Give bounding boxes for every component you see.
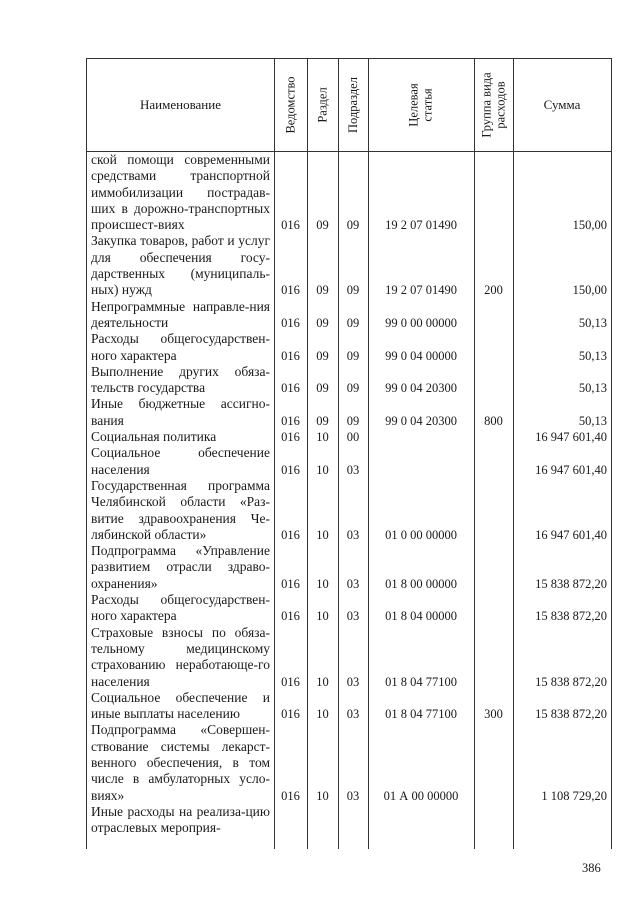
header-celevaya-statya-label <box>407 83 435 126</box>
celevaya-statya-cell: 19 2 07 01490 <box>385 218 457 233</box>
summa-cell: 50,13 <box>578 348 607 363</box>
header-summa: Сумма <box>543 97 581 112</box>
row-name-cell: Непрограммные направле-ния деятельности <box>91 298 270 330</box>
vedomstvo-cell: 016 <box>281 381 300 396</box>
table-row <box>87 478 611 543</box>
celevaya-statya-cell: 01 8 04 77100 <box>385 707 457 722</box>
table-row <box>87 592 611 625</box>
podrazdel-cell: 00 <box>346 430 360 445</box>
podrazdel-cell: 09 <box>346 381 360 396</box>
table-row <box>87 804 611 837</box>
celevaya-statya-cell: 99 0 04 20300 <box>385 413 457 428</box>
summa-cell: 50,13 <box>578 381 607 396</box>
summa-cell: 50,13 <box>578 413 607 428</box>
vedomstvo-cell: 016 <box>281 315 300 330</box>
vedomstvo-cell: 016 <box>281 674 300 689</box>
podrazdel-cell: 09 <box>346 283 360 298</box>
summa-cell: 15 838 872,20 <box>535 576 607 591</box>
vedomstvo-cell: 016 <box>281 707 300 722</box>
vedomstvo-cell: 016 <box>281 430 300 445</box>
podrazdel-cell: 03 <box>346 674 360 689</box>
podrazdel-cell: 03 <box>346 527 360 542</box>
gruppa-cell: 200 <box>484 283 503 298</box>
razdel-cell: 09 <box>316 218 329 233</box>
vedomstvo-cell: 016 <box>281 348 300 363</box>
table-row <box>87 331 611 364</box>
podrazdel-cell: 03 <box>346 609 360 624</box>
row-name-cell: Расходы общегосударствен-ного характера <box>91 331 270 363</box>
row-name-cell: ской помощи современными средствами транспортной иммобилизации пострадав-ших в дорожно-транспортных происшест-виях <box>91 152 270 233</box>
header-razdel-label: Раздел <box>315 87 330 123</box>
podrazdel-cell: 03 <box>346 788 360 803</box>
header-name: Наименование <box>140 97 221 112</box>
vedomstvo-cell: 016 <box>281 576 300 591</box>
header-celevaya-line2: статья <box>421 88 435 122</box>
podrazdel-cell: 09 <box>346 218 360 233</box>
table-row <box>87 364 611 397</box>
celevaya-statya-cell: 99 0 00 00000 <box>385 315 457 330</box>
summa-cell: 150,00 <box>572 218 607 233</box>
celevaya-statya-cell: 99 0 04 00000 <box>385 348 457 363</box>
vedomstvo-cell: 016 <box>281 413 300 428</box>
summa-cell: 1 108 729,20 <box>541 788 607 803</box>
budget-table <box>86 58 612 849</box>
razdel-cell: 09 <box>316 315 329 330</box>
vedomstvo-cell: 016 <box>281 788 300 803</box>
row-name-cell: Социальное обеспечение населения <box>91 445 270 477</box>
celevaya-statya-cell: 01 0 00 00000 <box>385 527 457 542</box>
razdel-cell: 10 <box>316 609 329 624</box>
razdel-cell: 10 <box>316 788 329 803</box>
header-vedomstvo-label: Ведомство <box>283 76 298 134</box>
header-razdel <box>307 59 338 151</box>
vedomstvo-cell: 016 <box>281 218 300 233</box>
row-name-cell: Иные бюджетные ассигно-вания <box>91 396 270 428</box>
celevaya-statya-cell: 01 8 04 00000 <box>385 609 457 624</box>
header-podrazdel-label: Подраздел <box>346 77 360 133</box>
table-row <box>87 233 611 298</box>
header-gruppa-line1: Группа вида <box>479 72 494 138</box>
razdel-cell: 10 <box>316 576 329 591</box>
razdel-cell: 09 <box>316 348 329 363</box>
header-celevaya-line1: Целевая <box>407 83 421 127</box>
table-row <box>87 722 611 803</box>
podrazdel-cell: 09 <box>346 348 360 363</box>
razdel-cell: 10 <box>316 462 329 477</box>
row-name-cell: Подпрограмма «Совершен-ствование системы лекарст-венного обеспечения, в том числе в амбулаторных усло-виях» <box>91 722 270 803</box>
row-name-cell: Расходы общегосударствен-ного характера <box>91 592 270 624</box>
gruppa-cell: 300 <box>484 707 503 722</box>
celevaya-statya-cell: 01 8 00 00000 <box>385 576 457 591</box>
table-row <box>87 625 611 690</box>
row-name-cell: Социальная политика <box>91 429 217 445</box>
razdel-cell: 10 <box>316 527 329 542</box>
row-name-cell: Социальное обеспечение и иные выплаты населению <box>91 689 270 722</box>
summa-cell: 15 838 872,20 <box>535 609 607 624</box>
header-gruppa <box>474 59 513 151</box>
celevaya-statya-cell: 19 2 07 01490 <box>385 283 457 298</box>
table-body <box>87 152 611 836</box>
row-name-cell: Выполнение других обяза-тельств государства <box>91 363 270 396</box>
summa-cell: 16 947 601,40 <box>535 527 607 542</box>
table-row <box>87 445 611 478</box>
table-row <box>87 152 611 233</box>
celevaya-statya-cell: 99 0 04 20300 <box>385 381 457 396</box>
podrazdel-cell: 09 <box>346 315 360 330</box>
vedomstvo-cell: 016 <box>281 462 300 477</box>
table-row <box>87 543 611 592</box>
header-podrazdel <box>338 59 368 151</box>
summa-cell: 15 838 872,20 <box>535 707 607 722</box>
podrazdel-cell: 03 <box>346 707 360 722</box>
summa-cell: 150,00 <box>572 283 607 298</box>
summa-cell: 15 838 872,20 <box>535 674 607 689</box>
vedomstvo-cell: 016 <box>281 527 300 542</box>
vedomstvo-cell: 016 <box>281 609 300 624</box>
header-vedomstvo <box>274 59 307 151</box>
header-gruppa-line2: расходов <box>493 81 508 129</box>
summa-cell: 16 947 601,40 <box>535 462 607 477</box>
header-celevaya-statya <box>368 59 474 151</box>
razdel-cell: 09 <box>316 381 329 396</box>
summa-cell: 16 947 601,40 <box>535 430 607 445</box>
vedomstvo-cell: 016 <box>281 283 300 298</box>
podrazdel-cell: 03 <box>346 576 360 591</box>
row-name-cell: Страховые взносы по обяза-тельному медицинскому страхованию неработающе-го населения <box>91 624 270 689</box>
summa-cell: 50,13 <box>578 315 607 330</box>
table-row <box>87 429 611 445</box>
razdel-cell: 09 <box>316 283 329 298</box>
celevaya-statya-cell: 01 А 00 00000 <box>383 788 459 803</box>
table-row <box>87 690 611 723</box>
row-name-cell: Закупка товаров, работ и услуг для обеспечения госу-дарственных (муниципаль-ных) нужд <box>91 233 270 298</box>
razdel-cell: 10 <box>316 707 329 722</box>
celevaya-statya-cell: 01 8 04 77100 <box>385 674 457 689</box>
table-row <box>87 299 611 332</box>
table-row <box>87 396 611 429</box>
row-name-cell: Подпрограмма «Управление развитием отрасли здраво-охранения» <box>91 543 270 591</box>
row-name-cell: Иные расходы на реализа-цию отраслевых мероприя- <box>91 803 270 836</box>
gruppa-cell: 800 <box>484 413 503 428</box>
razdel-cell: 10 <box>316 430 329 445</box>
row-name-cell: Государственная программа Челябинской области «Раз-витие здравоохранения Че-лябинской области» <box>91 477 270 542</box>
header-gruppa-label <box>480 72 508 137</box>
razdel-cell: 10 <box>316 674 329 689</box>
podrazdel-cell: 03 <box>346 462 360 477</box>
podrazdel-cell: 09 <box>346 413 360 428</box>
page-number: 386 <box>582 861 601 875</box>
razdel-cell: 09 <box>316 413 329 428</box>
